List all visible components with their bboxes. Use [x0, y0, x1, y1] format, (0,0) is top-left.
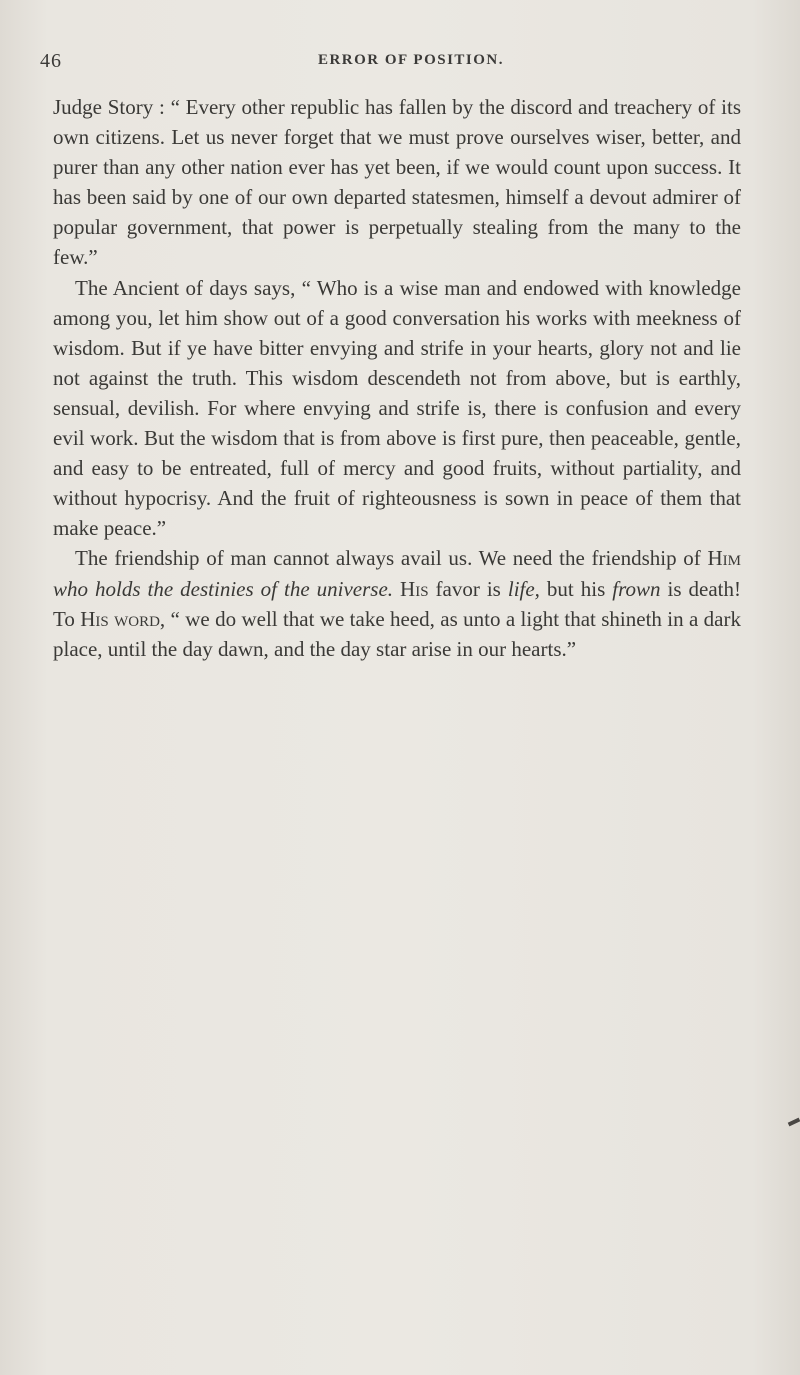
italic-frown: frown [612, 576, 661, 601]
small-caps-his-word: His word, [80, 606, 166, 631]
italic-life: life, [507, 576, 540, 601]
text-run: favor is [428, 576, 508, 601]
text-run: is death! To [53, 576, 741, 631]
italic-phrase: who holds the destinies of the universe. [53, 576, 394, 601]
small-caps-his: His [400, 576, 429, 601]
margin-mark [788, 1118, 800, 1127]
text-run [393, 577, 400, 601]
text-run: “ we do well that we take heed, as unto a light that shineth in a dark place, until the day dawn, and the day star arise in our hearts.” [53, 606, 741, 661]
body-text [53, 92, 741, 664]
text-run: The friendship of man cannot always avail us. We need the friendship of [75, 546, 708, 571]
small-caps-him: Him [707, 546, 741, 571]
paragraph-ancient-of-days: The Ancient of days says, “ Who is a wise man and endowed with knowledge among you, let him show out of a good conversation his works with meekness of wisdom. But if ye have bitter envying and strife in your hearts, glory not and lie not against the truth. This wisdom descendeth not from above, but is earthly, sensual, devilish. For where envying and strife is, there is confusion and every evil work. But the wisdom that is from above is first pure, then peaceable, gentle, and easy to be entreated, full of mercy and good fruits, without partiality, and without hypocrisy. And the fruit of righteousness is sown in peace of them that make peace.” [53, 275, 741, 541]
paragraph-friendship [53, 543, 741, 663]
running-title: ERROR OF POSITION. [317, 52, 505, 68]
paragraph-judge-story: Judge Story : “ Every other republic has fallen by the discord and treachery of its own citizens. Let us never forget that we must prove ourselves wiser, better, and purer than any other nation ever has yet been, if we would count upon success. It has been said by one of our own departed statesmen, himself a devout admirer of popular government, that power is perpetually stealing from the many to the few.” [53, 95, 741, 270]
running-head [40, 50, 760, 74]
page-number: 46 [40, 50, 62, 72]
text-run: but his [539, 576, 613, 601]
